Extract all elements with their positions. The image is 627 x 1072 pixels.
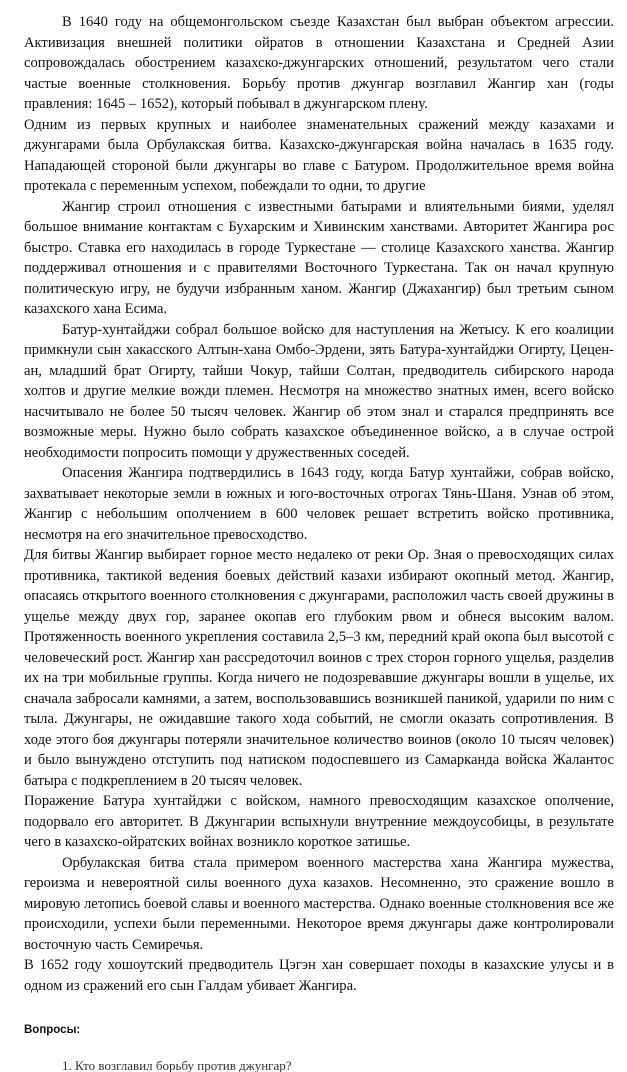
paragraph-8: Орбулакская битва стала примером военного мастерства хана Жангира мужества, героизма и невероятной силы военного духа казахов. Несомненно, это сражение вошло в мировую летопись боевой славы и военного мастерства. Однако военные столкновения все же происходили, успехи были переменными. Некоторое время джунгары даже контролировали восточную часть Семиречья. [24,854,614,953]
paragraph-2: Одним из первых крупных и наиболее знаменательных сражений между казахами и джунгарами была Орбулакская битва. Казахско-джунгарская война началась в 1635 году. Нападающей стороной были джунгары во главе с Батуром. Продолжительное время война протекала с переменным успехом, побеждали то одни, то другие [24,116,614,194]
paragraph-4: Батур-хунтайджи собрал большое войско для наступления на Жетысу. К его коалиции примкнули сын хакасского Алтын-хана Омбо-Эрдени, зять Батура-хунтайджи Огирту, Цецен-ан, младший брат Огирту, тайши Чокур, тайши Солтан, предводитель сибирского народа холтов и другие мелкие вожди племен. Несмотря на множество знатных имен, всего войско насчитывало не более 50 тысяч человек. Жангир об этом знал и старался предпринять все возможные меры. Нужно было собрать казахское объединенное войско, а в случае острой необходимости попросить помощи у дружественных соседей. [24,321,614,461]
document-body [24,12,614,996]
paragraph-3: Жангир строил отношения с известными батырами и влиятельными биями, уделял большое внимание контактам с Бухарским и Хивинским ханствами. Авторитет Жангира рос быстро. Ставка его находилась в городе Туркестане — столице Казахского ханства. Жангир поддерживал отношения и с правителями Восточного Туркестана. Так он начал крупную политическую игру, не будучи избранным ханом. Жангир (Джахангир) был третьим сыном казахского хана Есима. [24,198,614,317]
paragraph-1: В 1640 году на общемонгольском съезде Казахстан был выбран объектом агрессии. Активизация внешней политики ойратов в отношении Казахстана и Средней Азии сопровождалась обострением казахско-джунгарских отношений, результатом чего стали частые военные столкновения. Борьбу против джунгар возглавил Жангир хан (годы правления: 1645 – 1652), который побывал в джунгарском плену. [24,14,614,112]
question-1-partial: 1. Кто возглавил борьбу против джунгар? [62,1058,292,1072]
questions-heading: Вопросы: [24,1024,81,1036]
paragraph-7: Поражение Батура хунтайджи с войском, намного превосходящим казахское ополчение, подорвало его авторитет. В Джунгарии вспыхнули внутренние междоусобицы, в результате чего в казахско-ойратских войнах возникло короткое затишье. [24,793,614,850]
paragraph-9: В 1652 году хошоутский предводитель Цэгэн хан совершает походы в казахские улусы и в одном из сражений его сын Галдам убивает Жангира. [24,957,614,994]
paragraph-6: Для битвы Жангир выбирает горное место недалеко от реки Ор. Зная о превосходящих силах противника, тактикой ведения боевых действий казахи избирают окопный метод. Жангир, опасаясь открытого военного столкновения с джунгарами, расположил часть своей дружины в ущелье между двух гор, заранее окопав его глубоким рвом и обнеся высоким валом. Протяженность военного укрепления составила 2,5–3 км, передний край окопа был высотой с человеческий рост. Жангир хан рассредоточил воинов с трех сторон горного ущелья, разделив их на три мобильные группы. Когда ничего не подозревавшие джунгары вошли в ущелье, их сначала забросали камнями, а затем, воспользовавшись возникшей паникой, ударили по ним с тыла. Джунгары, не ожидавшие такого хода событий, не смогли оказать сопротивления. В ходе этого боя джунгары потеряли значительное количество воинов (около 10 тысяч человек) и было вынуждено отступить под натиском подоспевшего из Самарканда войска Жалантос батыра с подкреплением в 20 тысяч человек. [24,547,614,789]
paragraph-5: Опасения Жангира подтвердились в 1643 году, когда Батур хунтайжи, собрав войско, захватывает некоторые земли в южных и юго-восточных отрогах Тянь-Шаня. Узнав об этом, Жангир с небольшим ополчением в 600 человек решает встретить войско противника, несмотря на его значительное превосходство. [24,465,614,543]
